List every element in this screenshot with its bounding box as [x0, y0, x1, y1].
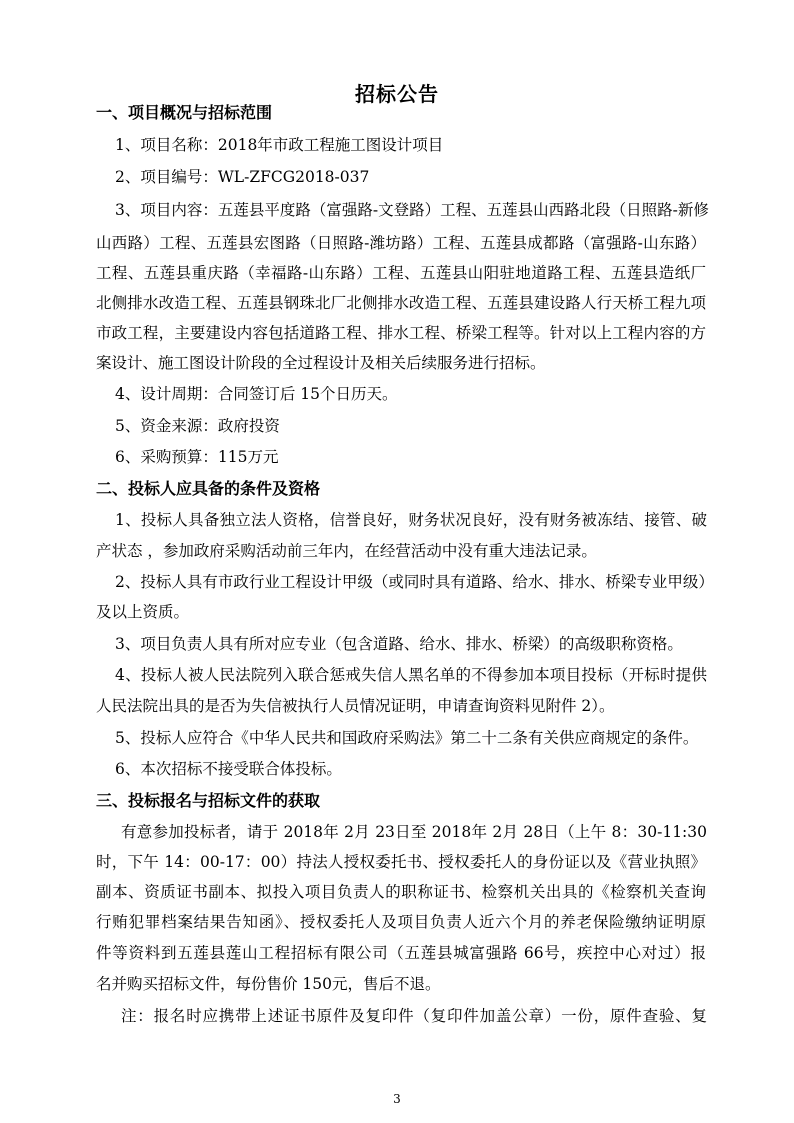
paragraph-line: 案设计、施工图设计阶段的全过程设计及相关后续服务进行招标。 [96, 354, 546, 372]
section-heading-2: 二、投标人应具备的条件及资格 [96, 479, 321, 498]
paragraph-line: 副本、资质证书副本、拟投入项目负责人的职称证书、检察机关出具的《检察机关查询 [96, 883, 706, 901]
requirement-3: 3、项目负责人具有所对应专业（包含道路、给水、排水、桥梁）的高级职称资格。 [115, 635, 683, 653]
section-heading-1: 一、项目概况与招标范围 [96, 103, 273, 122]
registration-paragraph: 有意参加投标者，请于 2018年 2月 23日至 2018年 2月 28日（上午 8：30-11:30 [121, 823, 707, 841]
paragraph-line: 工程、五莲县重庆路（幸福路-山东路）工程、五莲县山阳驻地道路工程、五莲县造纸厂 [96, 264, 706, 282]
requirement-5: 5、投标人应符合《中华人民共和国政府采购法》第二十二条有关供应商规定的条件。 [115, 729, 699, 747]
item-budget: 6、采购预算：115万元 [115, 448, 279, 466]
paragraph-line: 件等资料到五莲县莲山工程招标有限公司（五莲县城富强路 66号，疾控中心对过）报 [96, 944, 706, 962]
requirement-2: 2、投标人具有市政行业工程设计甲级（或同时具有道路、给水、排水、桥梁专业甲级） [115, 573, 714, 591]
paragraph-line: 名并购买招标文件，每份售价 150元，售后不退。 [96, 975, 441, 993]
item-project-code: 2、项目编号：WL-ZFCG2018-037 [115, 168, 370, 186]
paragraph-line: 市政工程，主要建设内容包括道路工程、排水工程、桥梁工程等。针对以上工程内容的方 [96, 324, 706, 342]
section-heading-3: 三、投标报名与招标文件的获取 [96, 791, 321, 810]
requirement-6: 6、本次招标不接受联合体投标。 [115, 760, 342, 778]
item-project-content: 3、项目内容：五莲县平度路（富强路-文登路）工程、五莲县山西路北段（日照路-新修 [115, 201, 709, 219]
paragraph-line: 人民法院出具的是否为失信被执行人员情况证明，申请查询资料见附件 2）。 [96, 697, 615, 715]
paragraph-line: 及以上资质。 [96, 603, 190, 621]
paragraph-line: 行贿犯罪档案结果告知函》、授权委托人及项目负责人近六个月的养老保险缴纳证明原 [96, 913, 706, 931]
requirement-1: 1、投标人具备独立法人资格，信誉良好，财务状况良好，没有财务被冻结、接管、破 [115, 511, 707, 529]
page-number: 3 [393, 1092, 401, 1106]
requirement-4: 4、投标人被人民法院列入联合惩戒失信人黑名单的不得参加本项目投标（开标时提供 [115, 666, 707, 684]
paragraph-line: 产状态 ，参加政府采购活动前三年内，在经营活动中没有重大违法记录。 [96, 542, 597, 560]
item-funding-source: 5、资金来源：政府投资 [115, 417, 280, 435]
item-design-period: 4、设计周期：合同签订后 15个日历天。 [115, 385, 398, 403]
item-project-name: 1、项目名称：2018年市政工程施工图设计项目 [115, 136, 444, 154]
paragraph-line: 北侧排水改造工程、五莲县钢珠北厂北侧排水改造工程、五莲县建设路人行天桥工程九项 [96, 294, 706, 312]
paragraph-line: 山西路）工程、五莲县宏图路（日照路-潍坊路）工程、五莲县成都路（富强路-山东路） [96, 234, 706, 252]
paragraph-line: 时，下午 14：00-17：00）持法人授权委托书、授权委托人的身份证以及《营业执照》 [96, 853, 706, 871]
note-paragraph: 注：报名时应携带上述证书原件及复印件（复印件加盖公章）一份，原件查验、复 [121, 1007, 707, 1025]
document-title: 招标公告 [355, 82, 439, 106]
